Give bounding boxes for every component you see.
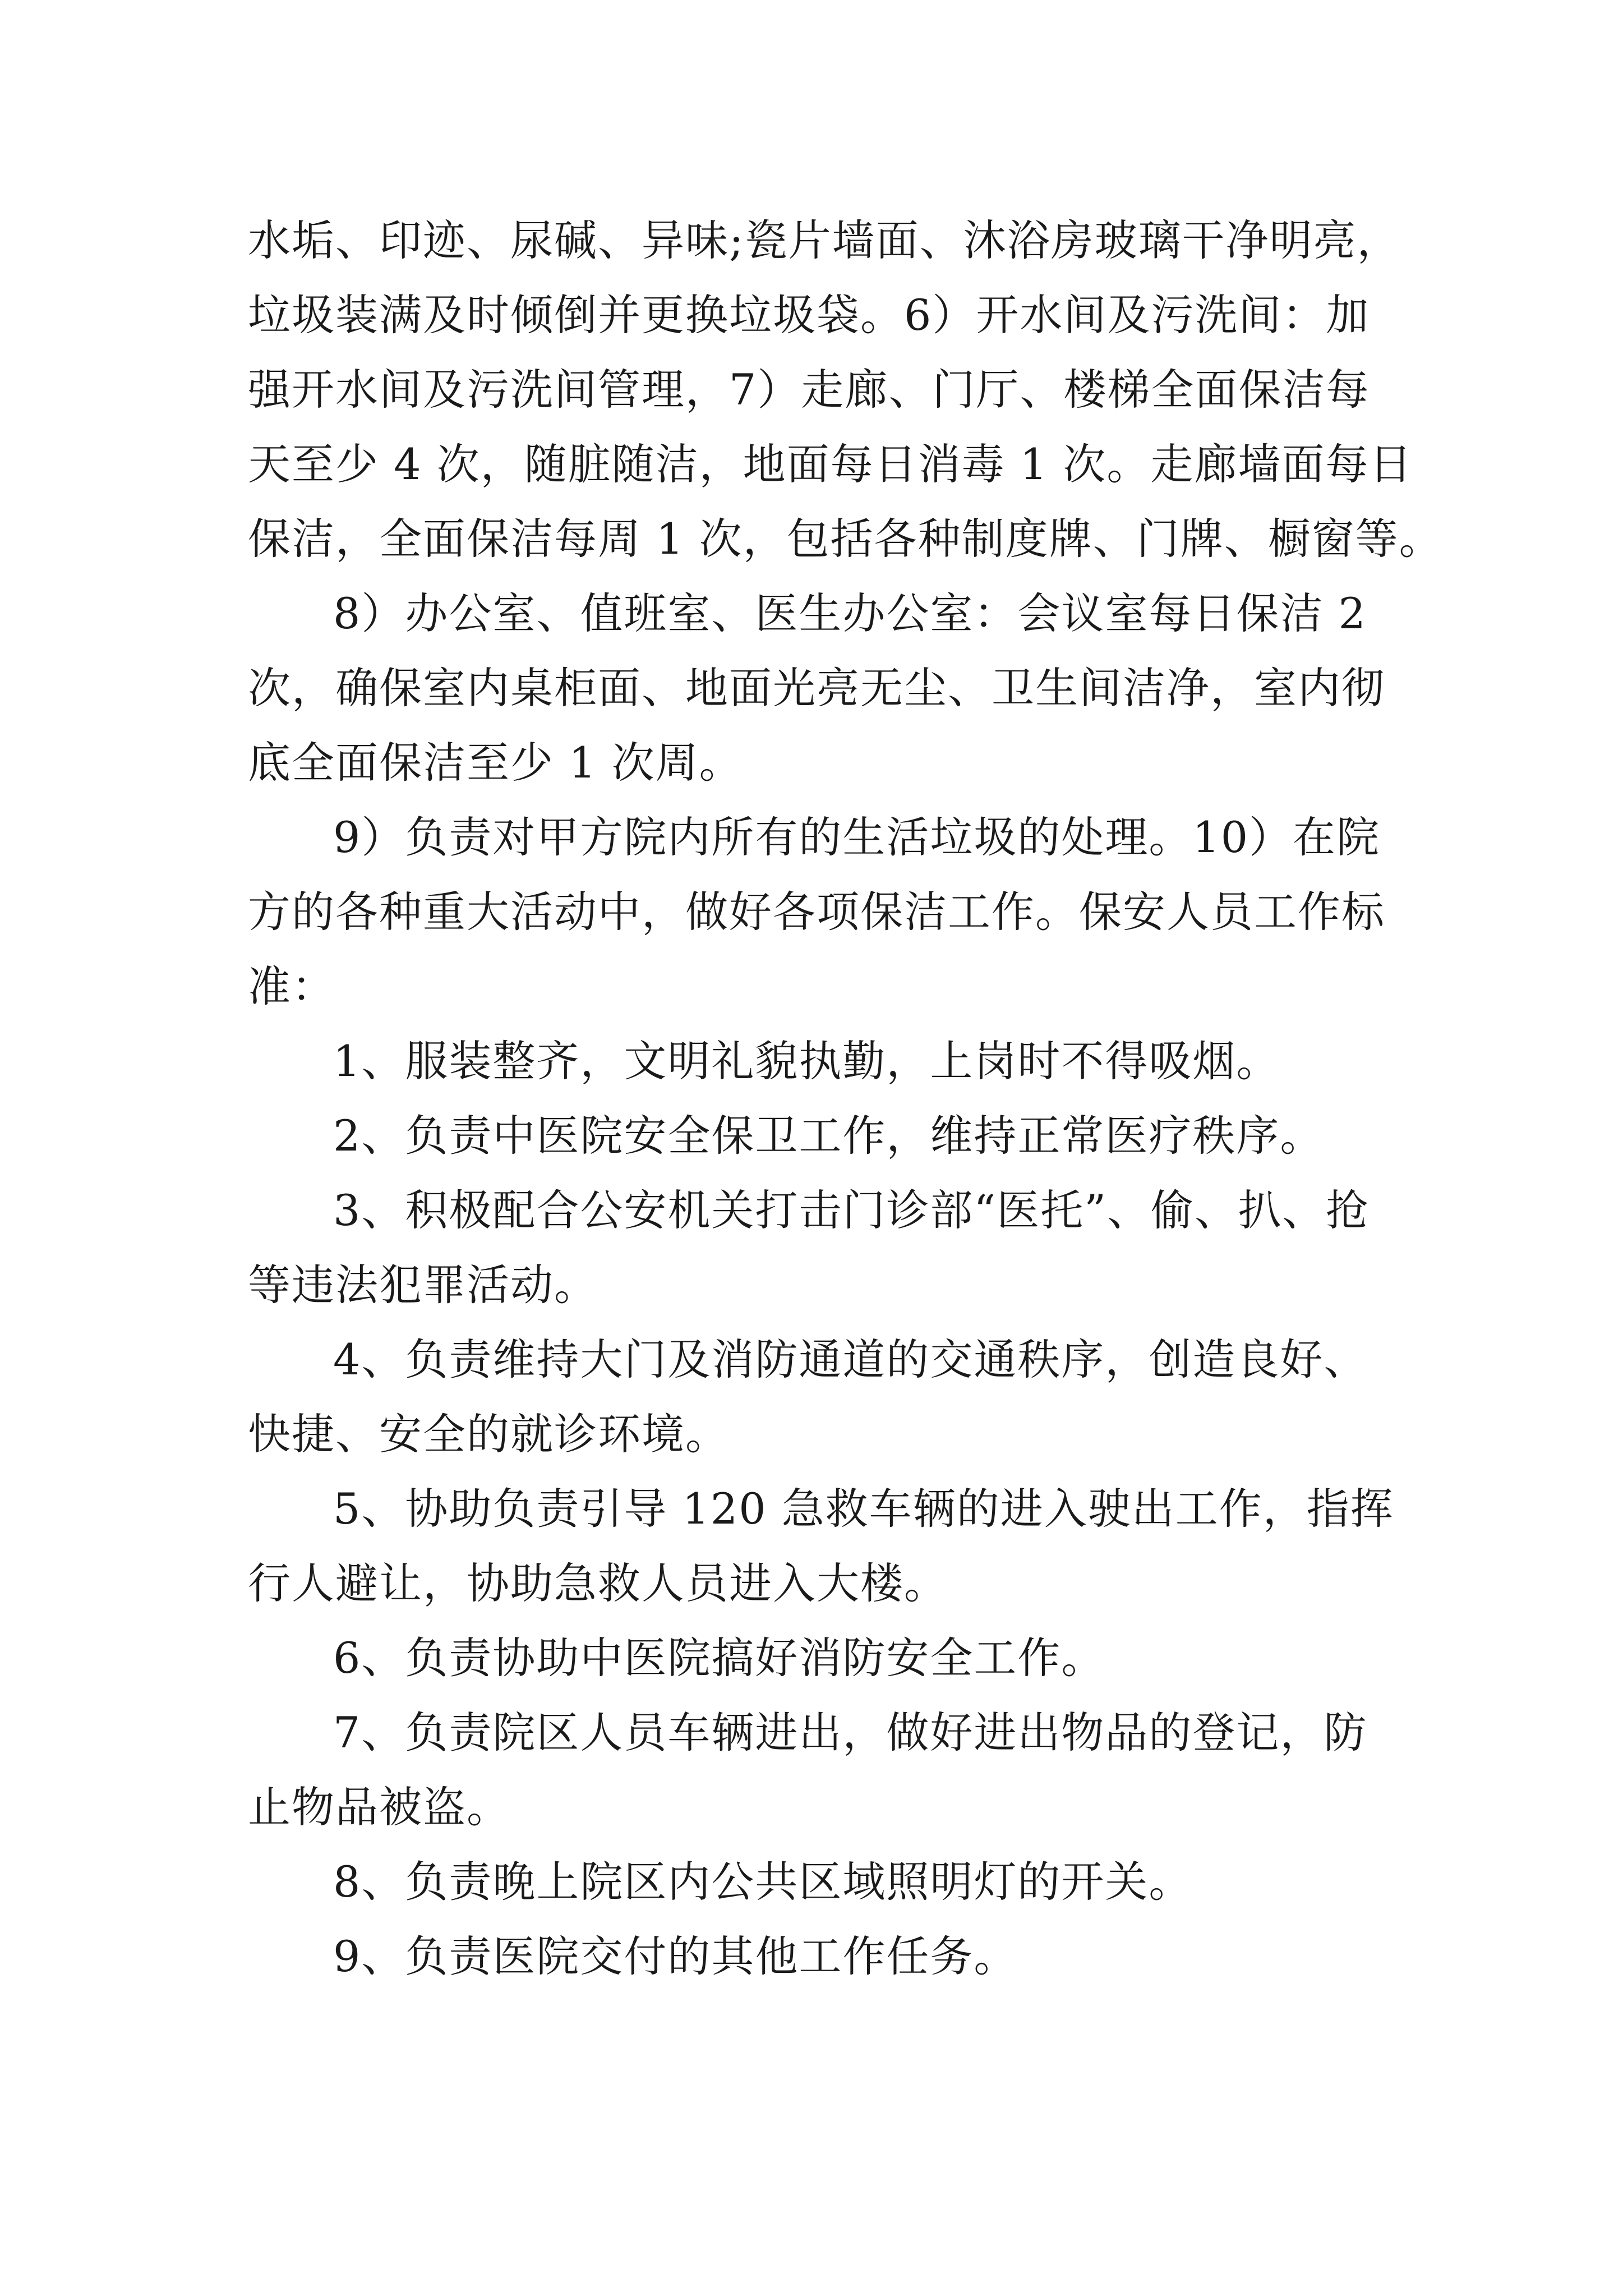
text-line: 天至少 4 次，随脏随洁，地面每日消毒 1 次。走廊墙面每日 (248, 439, 1413, 489)
text-line: 9、负责医院交付的其他工作任务。 (333, 1931, 1018, 1981)
text-line: 6、负责协助中医院搞好消防安全工作。 (333, 1633, 1105, 1683)
list-item-security-2 (248, 1098, 1384, 1173)
text-line: 快捷、安全的就诊环境。 (248, 1409, 729, 1459)
text-line: 1、服装整齐，文明礼貌执勤，上岗时不得吸烟。 (333, 1036, 1280, 1086)
list-item-security-8 (248, 1844, 1384, 1919)
paragraph-office-cleaning (248, 576, 1384, 800)
text-line: 止物品被盗。 (248, 1782, 510, 1832)
text-line: 次，确保室内桌柜面、地面光亮无尘、卫生间洁净，室内彻 (248, 663, 1385, 713)
document-body (248, 203, 1443, 1994)
paragraph-garbage-and-security-heading (248, 800, 1384, 1024)
text-line: 保洁，全面保洁每周 1 次，包括各种制度牌、门牌、橱窗等。 (248, 514, 1443, 564)
text-line: 7、负责院区人员车辆进出，做好进出物品的登记，防 (333, 1708, 1368, 1757)
text-line: 4、负责维持大门及消防通道的交通秩序，创造良好、 (333, 1335, 1368, 1384)
text-line: 2、负责中医院安全保卫工作，维持正常医疗秩序。 (333, 1111, 1324, 1161)
text-line: 强开水间及污洗间管理，7）走廊、门厅、楼梯全面保洁每 (248, 365, 1370, 415)
text-line: 水垢、印迹、尿碱、异味;瓷片墙面、沐浴房玻璃干净明亮， (248, 215, 1401, 265)
list-item-security-1 (248, 1024, 1384, 1098)
text-line: 方的各种重大活动中，做好各项保洁工作。保安人员工作标 (248, 887, 1385, 937)
text-line: 垃圾装满及时倾倒并更换垃圾袋。6）开水间及污洗间：加 (248, 290, 1370, 340)
list-item-security-5 (248, 1471, 1394, 1621)
list-item-security-4 (248, 1322, 1384, 1471)
text-line: 等违法犯罪活动。 (248, 1260, 598, 1310)
list-item-security-9 (248, 1919, 1384, 1994)
text-line: 5、协助负责引导 120 急救车辆的进入驶出工作，指挥 (333, 1484, 1394, 1534)
text-line: 8）办公室、值班室、医生办公室：会议室每日保洁 2 (333, 588, 1367, 638)
list-item-security-7 (248, 1695, 1384, 1844)
list-item-security-3 (248, 1173, 1384, 1322)
list-item-security-6 (248, 1621, 1384, 1695)
text-line: 8、负责晚上院区内公共区域照明灯的开关。 (333, 1857, 1193, 1907)
text-line: 准： (248, 961, 335, 1011)
text-line: 行人避让，协助急救人员进入大楼。 (248, 1558, 948, 1608)
text-line: 底全面保洁至少 1 次周。 (248, 738, 743, 788)
text-line: 9）负责对甲方院内所有的生活垃圾的处理。10）在院 (333, 812, 1381, 862)
text-line: 3、积极配合公安机关打击门诊部“医托”、偷、扒、抢 (333, 1185, 1370, 1235)
paragraph-cleaning-standards (248, 203, 1443, 576)
